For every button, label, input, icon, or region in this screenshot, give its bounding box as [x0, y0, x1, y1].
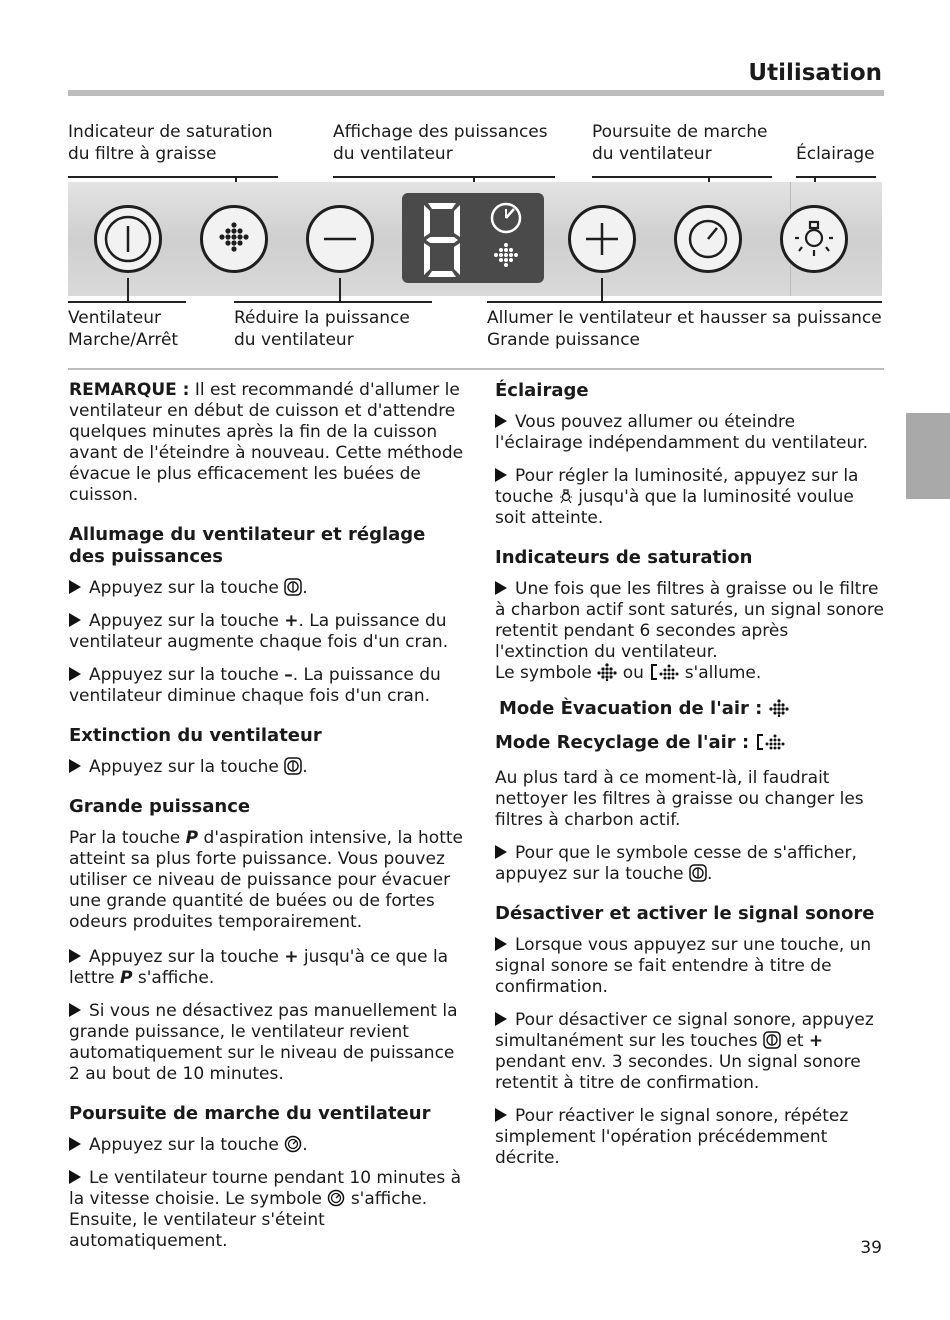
paragraph: Par la touche P d'aspiration intensive, la hotte atteint sa plus forte puissance. Vous pouvez utiliser ce niveau de puissance pour évacuer une grande quantité de buées ou de fortes odeurs produites temporairement.	[69, 828, 463, 932]
label-lighting: Éclairage	[796, 144, 875, 164]
bullet-triangle-icon	[69, 1137, 81, 1151]
leader-line	[487, 301, 882, 303]
instruction: Appuyez sur la touche +. La puissance du ventilateur augmente chaque fois d'un cran.	[69, 611, 449, 652]
chapter-tab	[906, 413, 950, 499]
instruction: Appuyez sur la touche .	[69, 1135, 465, 1156]
filter-indicator-icon	[494, 243, 518, 267]
leader-tick	[127, 278, 129, 302]
bullet-triangle-icon	[495, 937, 507, 951]
charcoal-filter-symbol-icon	[755, 733, 785, 751]
section-title: Poursuite de marche du ventilateur	[69, 1103, 431, 1124]
instruction: Le ventilateur tourne pendant 10 minutes à la vitesse choisie. Le symbole s'affiche. Ensuite, le ventilateur s'éteint automatiquement.	[69, 1168, 462, 1251]
mode-exhaust: Mode Èvacuation de l'air :	[499, 698, 885, 720]
power-key-icon	[689, 864, 707, 882]
plus-icon	[580, 217, 624, 261]
paragraph: Au plus tard à ce moment-là, il faudrait nettoyer les filtres à graisse ou changer les filtres à charbon actif.	[495, 768, 864, 830]
bullet-triangle-icon	[495, 581, 507, 595]
label-power-display: Affichage des puissances du ventilateur	[333, 122, 548, 164]
bullet-triangle-icon	[69, 580, 81, 594]
bullet-triangle-icon	[69, 759, 81, 773]
run-on-button[interactable]	[674, 205, 742, 273]
page-title: Utilisation	[748, 60, 882, 86]
power-key-icon	[284, 578, 302, 596]
lamp-icon	[789, 214, 839, 264]
left-column	[69, 380, 465, 1264]
instruction: Pour régler la luminosité, appuyez sur la touche jusqu'à que la luminosité voulue soit atteinte.	[495, 466, 859, 528]
mode-recirculation: Mode Recyclage de l'air :	[495, 732, 885, 754]
label-reduce-power: Réduire la puissance du ventilateur	[234, 308, 410, 350]
bullet-triangle-icon	[69, 949, 81, 963]
minus-icon	[318, 217, 362, 261]
minus-button[interactable]	[306, 205, 374, 273]
instruction: Si vous ne désactivez pas manuellement la grande puissance, le ventilateur revient automatiquement sur le niveau de puissance 2 au bout de 10 minutes.	[69, 1001, 458, 1084]
bullet-triangle-icon	[495, 1012, 507, 1026]
grease-filter-symbol-icon	[597, 663, 617, 681]
section-title: Allumage du ventilateur et réglage des puissances	[69, 524, 426, 567]
charcoal-filter-symbol-icon	[649, 663, 679, 681]
right-column	[495, 380, 885, 1181]
instruction: Lorsque vous appuyez sur une touche, un signal sonore se fait entendre à titre de confirmation.	[495, 935, 872, 997]
plus-button[interactable]	[568, 205, 636, 273]
section-title: Grande puissance	[69, 796, 251, 817]
bullet-triangle-icon	[69, 1170, 81, 1184]
instruction: Pour réactiver le signal sonore, répétez simplement l'opération précédemment décrite.	[495, 1106, 849, 1168]
instruction: Appuyez sur la touche –. La puissance du ventilateur diminue chaque fois d'un cran.	[69, 665, 441, 706]
timer-key-icon	[327, 1189, 345, 1207]
leader-line	[234, 301, 432, 303]
label-run-on: Poursuite de marche du ventilateur	[592, 122, 768, 164]
instruction: Appuyez sur la touche .	[69, 578, 465, 599]
grease-filter-icon	[212, 217, 256, 261]
section-title: Désactiver et activer le signal sonore	[495, 903, 875, 924]
power-key-icon	[763, 1031, 781, 1049]
page-number: 39	[860, 1238, 882, 1258]
leader-line	[68, 176, 278, 178]
power-key-icon	[284, 757, 302, 775]
bullet-triangle-icon	[495, 414, 507, 428]
bullet-triangle-icon	[69, 667, 81, 681]
leader-tick	[339, 278, 341, 302]
bullet-triangle-icon	[69, 613, 81, 627]
leader-line	[796, 176, 876, 178]
label-fan-on-off: Ventilateur Marche/Arrêt	[68, 308, 179, 350]
bullet-triangle-icon	[495, 468, 507, 482]
instruction: Pour que le symbole cesse de s'afficher, appuyez sur la touche .	[495, 843, 857, 884]
instruction: Pour désactiver ce signal sonore, appuyez simultanément sur les touches et + pendant env. 3 secondes. Un signal sonore retentit à titre de confirmation.	[495, 1010, 874, 1093]
bullet-triangle-icon	[69, 1003, 81, 1017]
seven-segment-digit	[402, 193, 544, 283]
power-button[interactable]	[94, 205, 162, 273]
leader-line	[333, 176, 555, 178]
run-on-indicator-icon	[492, 204, 520, 232]
instruction: Vous pouvez allumer ou éteindre l'éclairage indépendamment du ventilateur.	[495, 412, 869, 453]
bullet-triangle-icon	[495, 845, 507, 859]
lamp-key-icon	[559, 489, 573, 505]
power-icon	[101, 212, 155, 266]
label-filter-saturation: Indicateur de saturation du filtre à graisse	[68, 122, 273, 164]
instruction: Une fois que les filtres à graisse ou le filtre à charbon actif sont saturés, un signal sonore retentit pendant 6 secondes après l'extinction du ventilateur. Le symbole ou s'allume.	[495, 579, 884, 683]
header-rule	[68, 90, 884, 96]
leader-tick	[601, 278, 603, 302]
timer-key-icon	[284, 1135, 302, 1153]
section-title: Indicateurs de saturation	[495, 547, 753, 568]
bullet-triangle-icon	[495, 1108, 507, 1122]
label-increase-power: Allumer le ventilateur et hausser sa puissance Grande puissance	[487, 308, 882, 350]
grease-filter-symbol-icon	[769, 699, 789, 717]
instruction: Appuyez sur la touche + jusqu'à ce que la lettre P s'affiche.	[69, 947, 449, 988]
timer-icon	[681, 212, 735, 266]
power-display	[402, 193, 544, 283]
remark: REMARQUE : Il est recommandé d'allumer le ventilateur en début de cuisson et d'attendre quelques minutes après la fin de la cuisson avant de l'éteindre à nouveau. Cette méthode évacue le plus efficacement les buées de cuisson.	[69, 380, 464, 505]
section-title: Extinction du ventilateur	[69, 725, 322, 746]
leader-line	[592, 176, 772, 178]
section-separator	[68, 368, 884, 370]
leader-line	[68, 301, 186, 303]
filter-saturation-button[interactable]	[200, 205, 268, 273]
section-title: Éclairage	[495, 380, 589, 401]
instruction: Appuyez sur la touche .	[69, 757, 465, 778]
light-button[interactable]	[780, 205, 848, 273]
